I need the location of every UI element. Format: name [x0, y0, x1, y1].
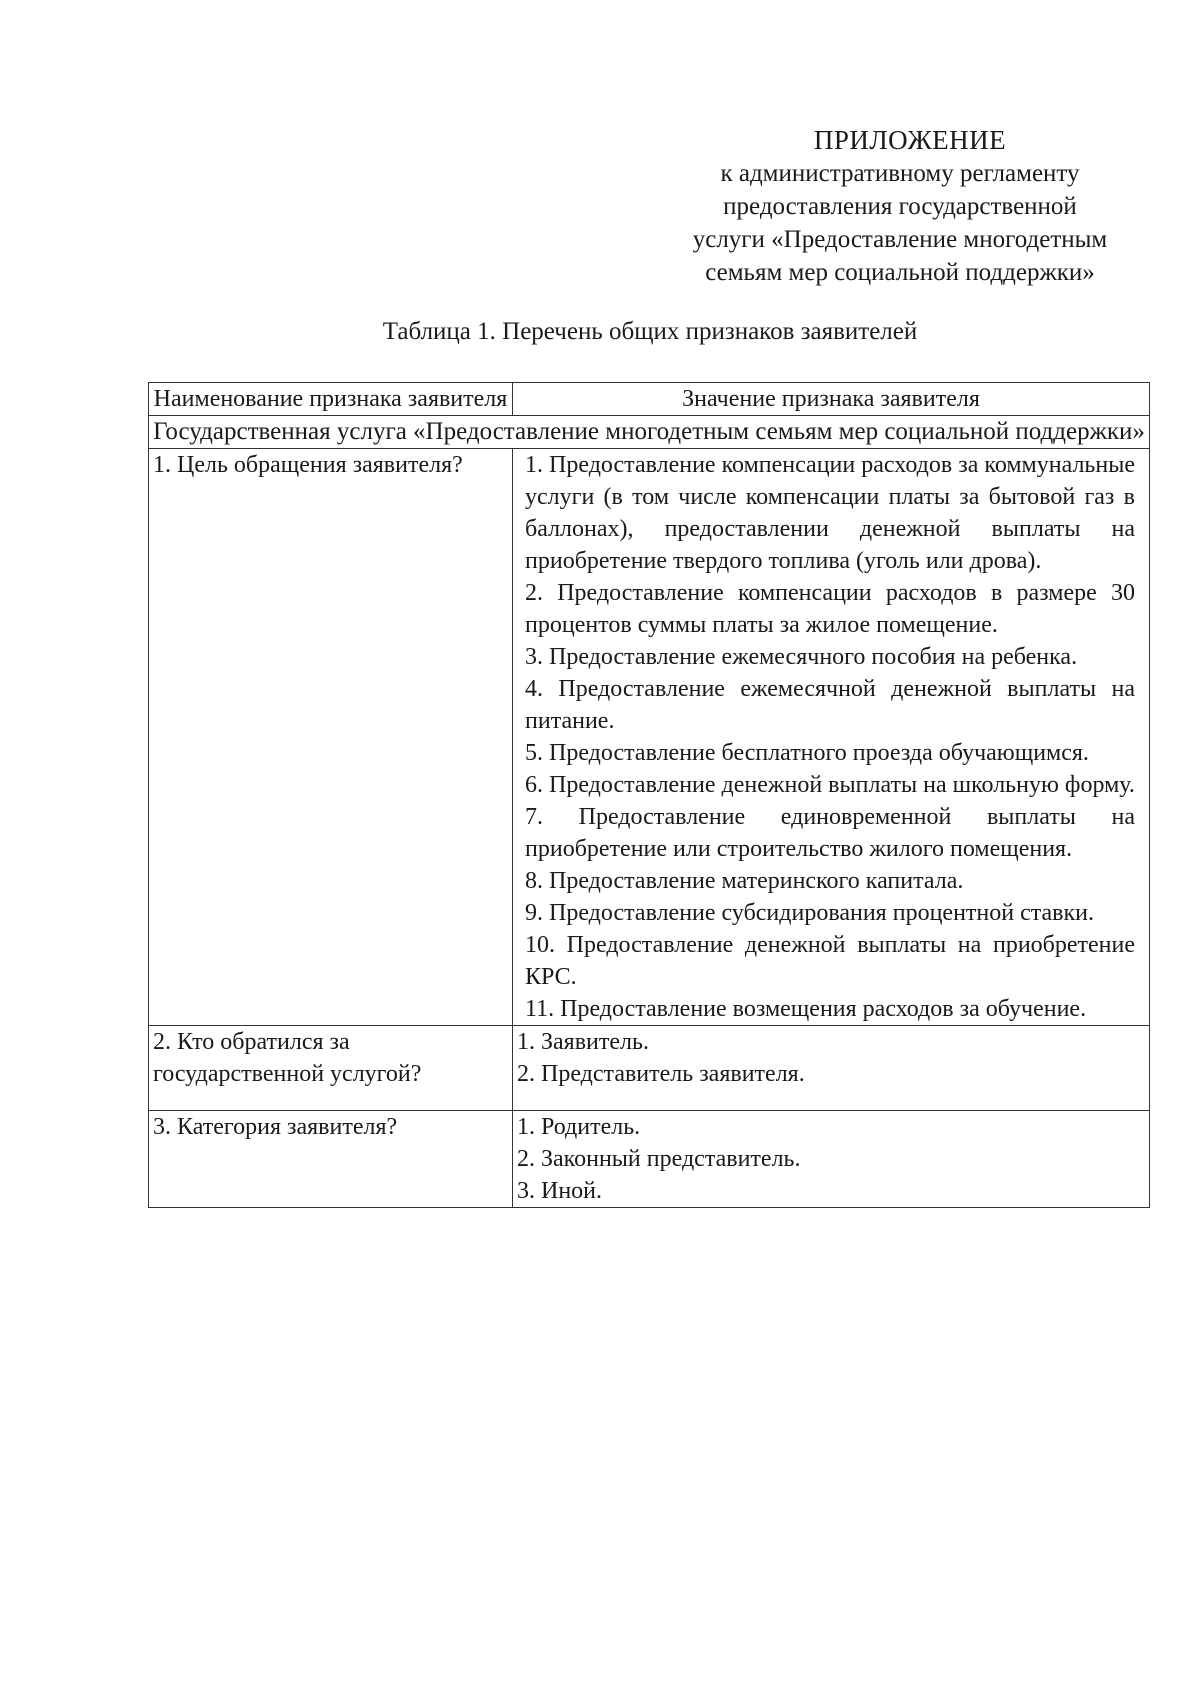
table-row — [149, 1111, 1150, 1208]
list-item: 6. Предоставление денежной выплаты на школьную форму. — [525, 772, 1135, 798]
list-item: 4. Предоставление ежемесячной денежной выплаты на питание. — [525, 676, 1135, 734]
header-attribute-name: Наименование признака заявителя — [149, 383, 513, 416]
appendix-line: предоставления государственной — [723, 193, 1077, 220]
table-header-row — [149, 383, 1150, 416]
appendix-title: ПРИЛОЖЕНИЕ — [813, 125, 1007, 155]
list-item: 11. Предоставление возмещения расходов за обучение. — [525, 996, 1087, 1022]
service-row — [149, 416, 1150, 449]
applicant-attributes-table — [148, 382, 1150, 1208]
list-item: 5. Предоставление бесплатного проезда обучающимся. — [525, 740, 1089, 766]
table-caption: Таблица 1. Перечень общих признаков заявителей — [382, 318, 918, 345]
appendix-line: к административному регламенту — [720, 160, 1080, 187]
header-attribute-value: Значение признака заявителя — [513, 383, 1150, 416]
list-item: 1. Заявитель. — [517, 1029, 649, 1055]
service-name: Государственная услуга «Предоставление многодетным семьям мер социальной поддержки» — [149, 416, 1150, 449]
attribute-name: 3. Категория заявителя? — [149, 1111, 513, 1208]
appendix-line: услуги «Предоставление многодетным — [692, 226, 1108, 253]
list-item: 2. Предоставление компенсации расходов в размере 30 процентов суммы платы за жилое помещение. — [525, 580, 1135, 638]
list-item: 3. Иной. — [517, 1178, 603, 1204]
list-item: 2. Законный представитель. — [517, 1146, 801, 1172]
appendix-heading — [640, 124, 1160, 289]
list-item: 9. Предоставление субсидирования процентной ставки. — [525, 900, 1095, 926]
list-item: 10. Предоставление денежной выплаты на приобретение КРС. — [525, 932, 1135, 990]
attribute-values — [513, 449, 1150, 1026]
list-item: 1. Предоставление компенсации расходов за коммунальные услуги (в том числе компенсации платы за бытовой газ в баллонах), предоставлении денежной выплаты на приобретение твердого топлива (уголь или дрова). — [525, 452, 1135, 574]
appendix-line: семьям мер социальной поддержки» — [705, 259, 1095, 286]
table-row — [149, 449, 1150, 1026]
attribute-values — [513, 1111, 1150, 1208]
list-item: 7. Предоставление единовременной выплаты на приобретение или строительство жилого помещения. — [525, 804, 1135, 862]
attribute-values — [513, 1026, 1150, 1111]
attribute-name: 1. Цель обращения заявителя? — [149, 449, 513, 1026]
table-row — [149, 1026, 1150, 1111]
list-item: 8. Предоставление материнского капитала. — [525, 868, 964, 894]
list-item: 3. Предоставление ежемесячного пособия на ребенка. — [525, 644, 1078, 670]
list-item: 2. Представитель заявителя. — [517, 1061, 805, 1087]
attribute-name: 2. Кто обратился за государственной услугой? — [149, 1026, 513, 1111]
list-item: 1. Родитель. — [517, 1114, 641, 1140]
